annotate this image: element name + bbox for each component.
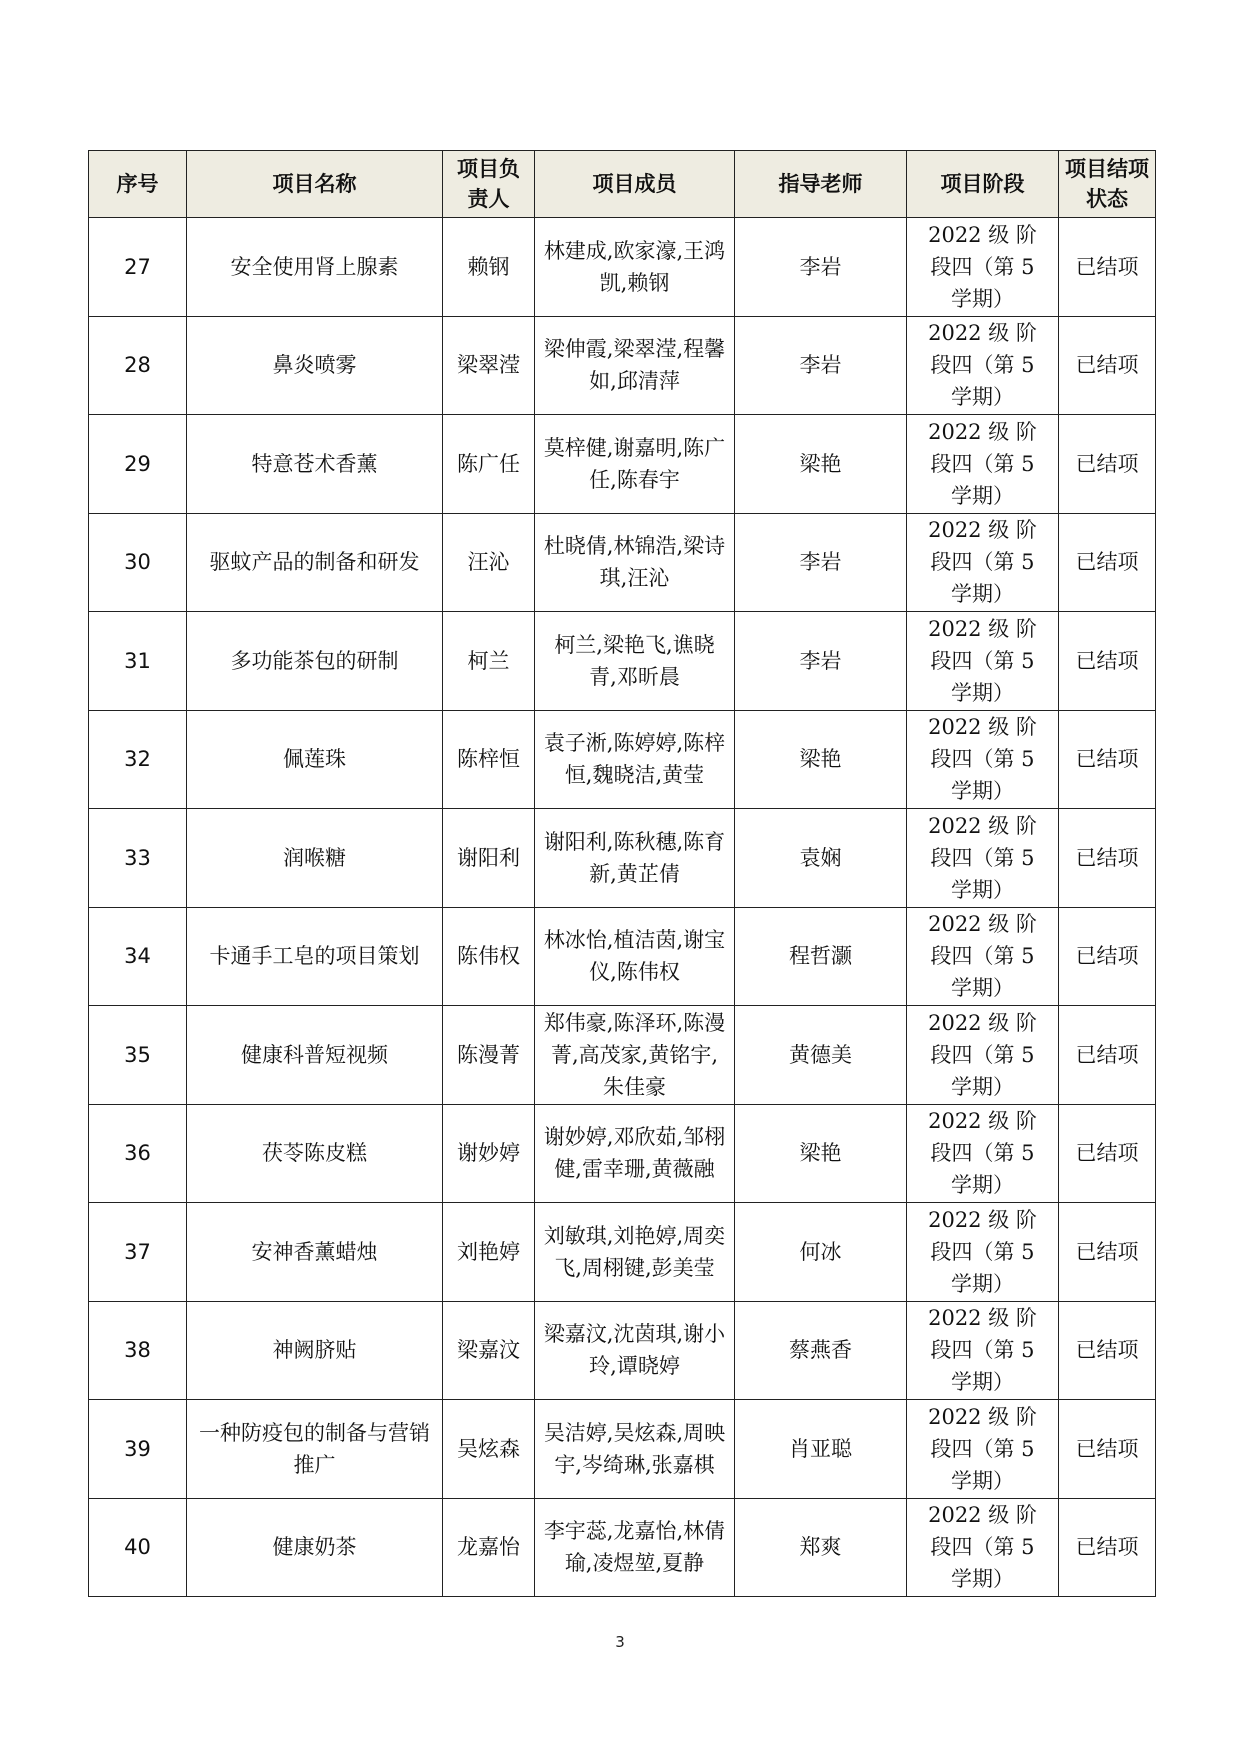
cell-members: 柯兰,梁艳飞,谯晓青,邓昕晨 [535,612,735,711]
cell-teacher: 袁娴 [735,809,907,908]
cell-teacher: 李岩 [735,612,907,711]
cell-no: 32 [89,710,187,809]
cell-members: 杜晓倩,林锦浩,梁诗琪,汪沁 [535,513,735,612]
cell-status: 已结项 [1059,513,1156,612]
cell-leader: 龙嘉怡 [443,1498,535,1597]
table-row [89,218,1156,317]
cell-project-name: 神阙脐贴 [187,1301,443,1400]
header-no: 序号 [89,151,187,218]
cell-project-name: 茯苓陈皮糕 [187,1104,443,1203]
cell-stage: 2022 级 阶段四（第 5 学期） [907,1498,1059,1597]
cell-stage: 2022 级 阶段四（第 5 学期） [907,1203,1059,1302]
cell-stage: 2022 级 阶段四（第 5 学期） [907,907,1059,1006]
table-row [89,415,1156,514]
cell-no: 35 [89,1006,187,1105]
cell-status: 已结项 [1059,1498,1156,1597]
cell-project-name: 卡通手工皂的项目策划 [187,907,443,1006]
cell-teacher: 李岩 [735,218,907,317]
cell-teacher: 程哲灏 [735,907,907,1006]
cell-stage: 2022 级 阶段四（第 5 学期） [907,218,1059,317]
table-row [89,809,1156,908]
cell-no: 28 [89,316,187,415]
cell-leader: 陈梓恒 [443,710,535,809]
cell-leader: 柯兰 [443,612,535,711]
cell-teacher: 梁艳 [735,710,907,809]
cell-status: 已结项 [1059,415,1156,514]
cell-status: 已结项 [1059,710,1156,809]
cell-members: 李宇蕊,龙嘉怡,林倩瑜,凌煜堃,夏静 [535,1498,735,1597]
cell-no: 37 [89,1203,187,1302]
cell-stage: 2022 级 阶段四（第 5 学期） [907,612,1059,711]
cell-status: 已结项 [1059,809,1156,908]
cell-stage: 2022 级 阶段四（第 5 学期） [907,809,1059,908]
cell-status: 已结项 [1059,1400,1156,1499]
table-row [89,710,1156,809]
cell-teacher: 李岩 [735,316,907,415]
header-project-name: 项目名称 [187,151,443,218]
table-row [89,513,1156,612]
table-row [89,612,1156,711]
cell-leader: 陈伟权 [443,907,535,1006]
cell-project-name: 多功能茶包的研制 [187,612,443,711]
cell-status: 已结项 [1059,612,1156,711]
table-header-row [89,151,1156,218]
cell-project-name: 特意苍术香薰 [187,415,443,514]
header-stage: 项目阶段 [907,151,1059,218]
cell-stage: 2022 级 阶段四（第 5 学期） [907,513,1059,612]
cell-stage: 2022 级 阶段四（第 5 学期） [907,415,1059,514]
cell-no: 38 [89,1301,187,1400]
cell-leader: 梁嘉汶 [443,1301,535,1400]
cell-status: 已结项 [1059,218,1156,317]
cell-project-name: 鼻炎喷雾 [187,316,443,415]
cell-status: 已结项 [1059,1203,1156,1302]
cell-teacher: 蔡燕香 [735,1301,907,1400]
cell-leader: 陈漫菁 [443,1006,535,1105]
cell-teacher: 李岩 [735,513,907,612]
cell-leader: 陈广任 [443,415,535,514]
cell-leader: 赖钢 [443,218,535,317]
cell-members: 谢阳利,陈秋穗,陈育新,黄芷倩 [535,809,735,908]
cell-no: 29 [89,415,187,514]
cell-project-name: 佩莲珠 [187,710,443,809]
cell-project-name: 润喉糖 [187,809,443,908]
cell-members: 林建成,欧家濠,王鸿凯,赖钢 [535,218,735,317]
cell-status: 已结项 [1059,316,1156,415]
header-status: 项目结项状态 [1059,151,1156,218]
cell-stage: 2022 级 阶段四（第 5 学期） [907,316,1059,415]
table-row [89,1400,1156,1499]
cell-teacher: 肖亚聪 [735,1400,907,1499]
cell-no: 30 [89,513,187,612]
cell-status: 已结项 [1059,907,1156,1006]
table-row [89,1301,1156,1400]
cell-members: 郑伟豪,陈泽环,陈漫菁,高茂家,黄铭宇,朱佳豪 [535,1006,735,1105]
page-number: 3 [615,1633,625,1651]
header-members: 项目成员 [535,151,735,218]
cell-no: 27 [89,218,187,317]
table-row [89,316,1156,415]
cell-teacher: 郑爽 [735,1498,907,1597]
header-teacher: 指导老师 [735,151,907,218]
cell-leader: 谢阳利 [443,809,535,908]
cell-members: 梁嘉汶,沈茵琪,谢小玲,谭晓婷 [535,1301,735,1400]
table-row [89,1203,1156,1302]
cell-project-name: 一种防疫包的制备与营销推广 [187,1400,443,1499]
cell-leader: 汪沁 [443,513,535,612]
cell-leader: 吴炫森 [443,1400,535,1499]
cell-project-name: 健康科普短视频 [187,1006,443,1105]
cell-project-name: 健康奶茶 [187,1498,443,1597]
cell-project-name: 安神香薰蜡烛 [187,1203,443,1302]
cell-leader: 谢妙婷 [443,1104,535,1203]
project-table-container [88,150,1155,1597]
header-leader: 项目负责人 [443,151,535,218]
cell-stage: 2022 级 阶段四（第 5 学期） [907,1104,1059,1203]
cell-teacher: 梁艳 [735,415,907,514]
table-row [89,1498,1156,1597]
cell-teacher: 何冰 [735,1203,907,1302]
cell-no: 40 [89,1498,187,1597]
table-row [89,1006,1156,1105]
cell-no: 39 [89,1400,187,1499]
cell-stage: 2022 级 阶段四（第 5 学期） [907,1301,1059,1400]
cell-members: 谢妙婷,邓欣茹,邹栩健,雷幸珊,黄薇融 [535,1104,735,1203]
cell-no: 33 [89,809,187,908]
cell-teacher: 梁艳 [735,1104,907,1203]
cell-members: 吴洁婷,吴炫森,周映宇,岑绮琳,张嘉棋 [535,1400,735,1499]
cell-members: 林冰怡,植洁茵,谢宝仪,陈伟权 [535,907,735,1006]
table-row [89,907,1156,1006]
cell-status: 已结项 [1059,1301,1156,1400]
table-row [89,1104,1156,1203]
cell-status: 已结项 [1059,1006,1156,1105]
cell-stage: 2022 级 阶段四（第 5 学期） [907,710,1059,809]
cell-leader: 刘艳婷 [443,1203,535,1302]
cell-members: 莫梓健,谢嘉明,陈广任,陈春宇 [535,415,735,514]
cell-project-name: 安全使用肾上腺素 [187,218,443,317]
cell-members: 梁伸霞,梁翠滢,程馨如,邱清萍 [535,316,735,415]
cell-status: 已结项 [1059,1104,1156,1203]
cell-leader: 梁翠滢 [443,316,535,415]
cell-stage: 2022 级 阶段四（第 5 学期） [907,1006,1059,1105]
project-table [88,150,1156,1597]
cell-stage: 2022 级 阶段四（第 5 学期） [907,1400,1059,1499]
cell-no: 31 [89,612,187,711]
cell-no: 34 [89,907,187,1006]
cell-no: 36 [89,1104,187,1203]
cell-project-name: 驱蚊产品的制备和研发 [187,513,443,612]
cell-teacher: 黄德美 [735,1006,907,1105]
cell-members: 刘敏琪,刘艳婷,周奕飞,周栩键,彭美莹 [535,1203,735,1302]
cell-members: 袁子淅,陈婷婷,陈梓恒,魏晓洁,黄莹 [535,710,735,809]
